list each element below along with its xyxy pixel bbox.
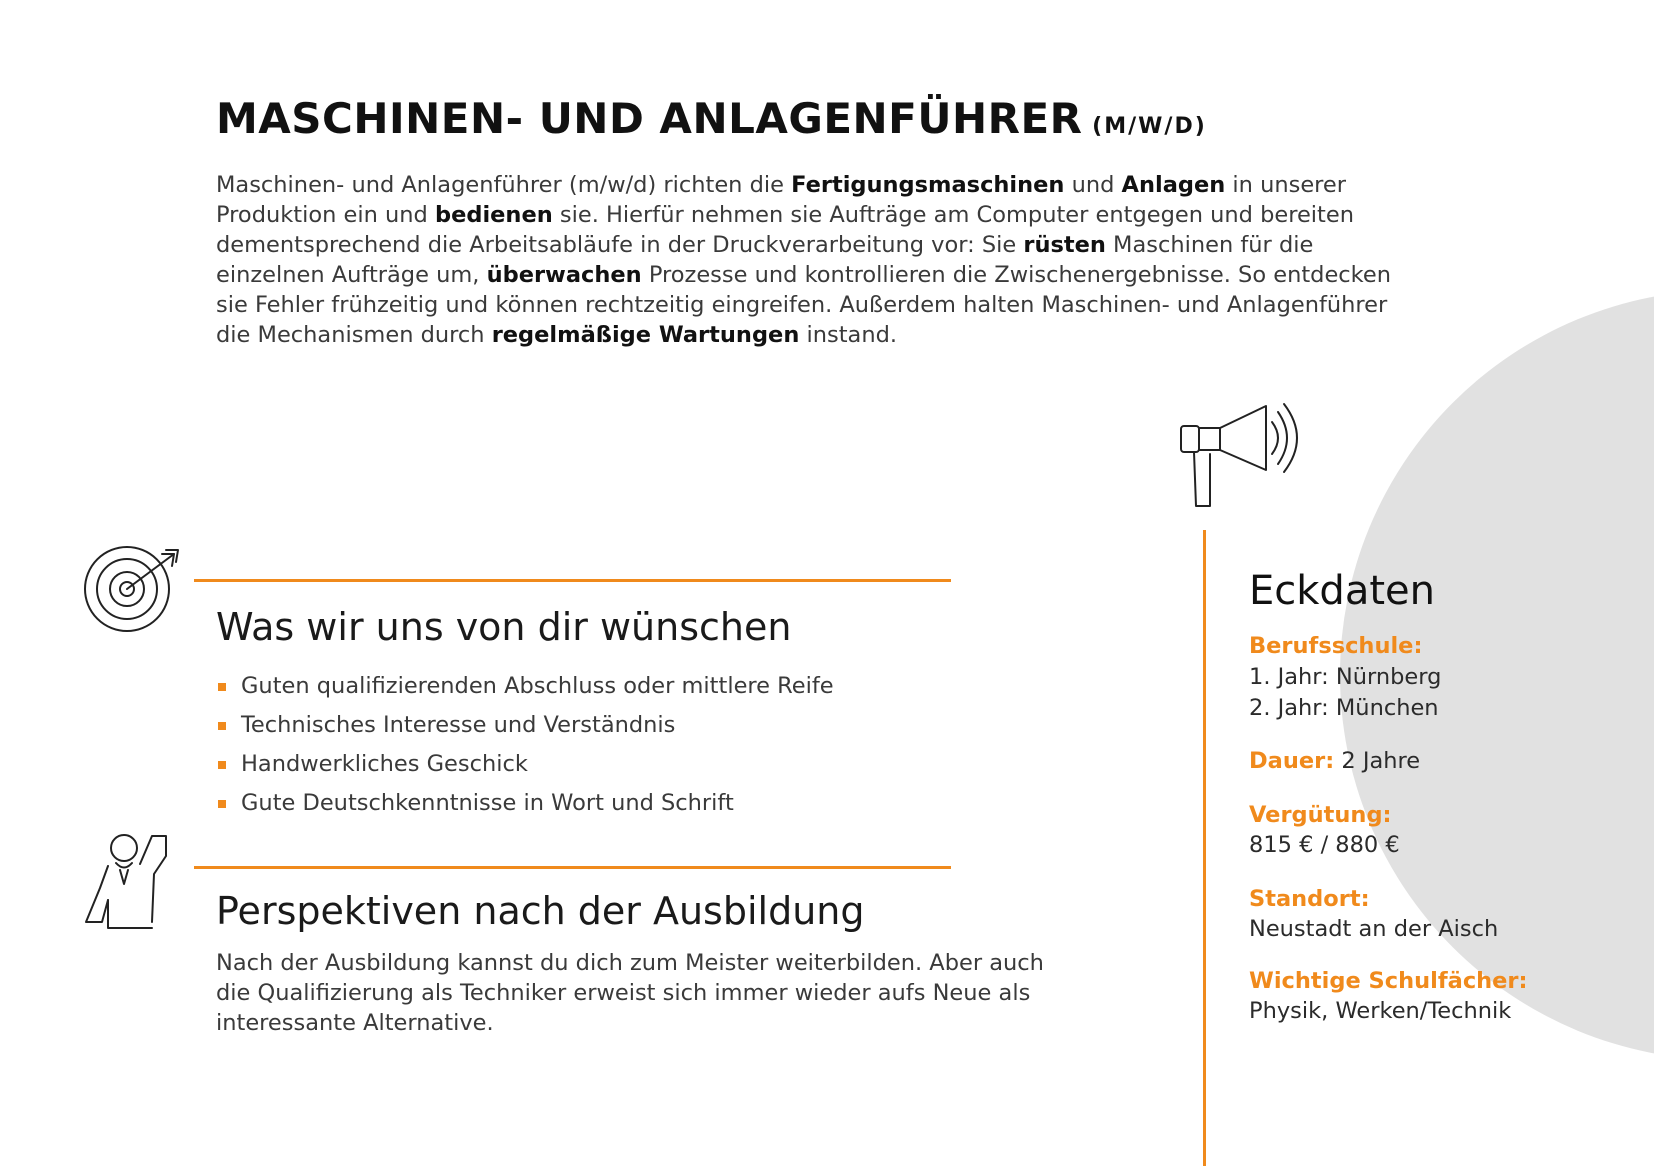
eckdaten-title: Eckdaten (1249, 568, 1435, 614)
intro-bold-term: Fertigungsmaschinen (791, 172, 1065, 198)
berufsschule-year1: 1. Jahr: Nürnberg (1249, 664, 1442, 690)
dauer-label: Dauer: (1249, 748, 1335, 774)
requirement-item: Handwerkliches Geschick (216, 749, 834, 788)
dauer-row (1249, 748, 1420, 774)
intro-text: instand. (799, 322, 898, 348)
intro-bold-term: regelmäßige Wartungen (491, 322, 800, 348)
page-title (216, 94, 1207, 143)
target-icon (80, 542, 185, 637)
intro-text: Maschinen für die einzelnen Aufträge um, (216, 232, 1314, 288)
intro-text: Prozesse und kontrollieren die Zwischenergebnisse. So entdecken sie Fehler frühzeitig und können rechtzeitig eingreifen. Außerdem halten Maschinen- und Anlagenführer die Mechanismen durch (216, 262, 1391, 348)
perspectives-text: Nach der Ausbildung kannst du dich zum Meister weiterbilden. Aber auch die Qualifizierung als Techniker erweist sich immer wieder aufs Neue als interessante Alternative. (216, 950, 1044, 1036)
requirement-item: Technisches Interesse und Verständnis (216, 710, 834, 749)
schulfaecher-label: Wichtige Schulfächer: (1249, 968, 1528, 994)
intro-text: und (1064, 172, 1122, 198)
title-suffix: (M/W/D) (1082, 114, 1207, 139)
intro-text: Maschinen- und Anlagenführer (m/w/d) richten die (216, 172, 792, 198)
intro-text: in unserer Produktion ein und (216, 172, 1347, 228)
dauer-value: 2 Jahre (1334, 748, 1421, 774)
schulfaecher-value: Physik, Werken/Technik (1249, 998, 1512, 1024)
intro-bold-term: Anlagen (1121, 172, 1226, 198)
requirements-title: Was wir uns von dir wünschen (216, 605, 792, 649)
requirements-divider (194, 579, 951, 582)
intro-bold-term: bedienen (434, 202, 553, 228)
intro-bold-term: überwachen (486, 262, 642, 288)
perspectives-title: Perspektiven nach der Ausbildung (216, 889, 865, 933)
intro-text: sie. Hierfür nehmen sie Aufträge am Computer entgegen und bereiten dementsprechend die Arbeitsabläufe in der Druckverarbeitung vor: Sie (216, 202, 1354, 258)
verguetung-value: 815 € / 880 € (1249, 832, 1400, 858)
intro-bold-term: rüsten (1023, 232, 1106, 258)
berufsschule-label: Berufsschule: (1249, 633, 1423, 659)
requirement-item: Guten qualifizierenden Abschluss oder mittlere Reife (216, 671, 834, 710)
standort-label: Standort: (1249, 886, 1370, 912)
verguetung-label: Vergütung: (1249, 802, 1392, 828)
standort-value: Neustadt an der Aisch (1249, 916, 1499, 942)
requirements-list (216, 671, 834, 827)
megaphone-icon (1176, 400, 1316, 512)
berufsschule-year2: 2. Jahr: München (1249, 695, 1439, 721)
eckdaten-divider (1203, 530, 1206, 1166)
intro-paragraph (216, 170, 1396, 350)
requirement-item: Gute Deutschkenntnisse in Wort und Schrift (216, 788, 834, 827)
title-main: MASCHINEN- UND ANLAGENFÜHRER (216, 94, 1083, 143)
perspectives-divider (194, 866, 951, 869)
person-icon (80, 830, 175, 930)
